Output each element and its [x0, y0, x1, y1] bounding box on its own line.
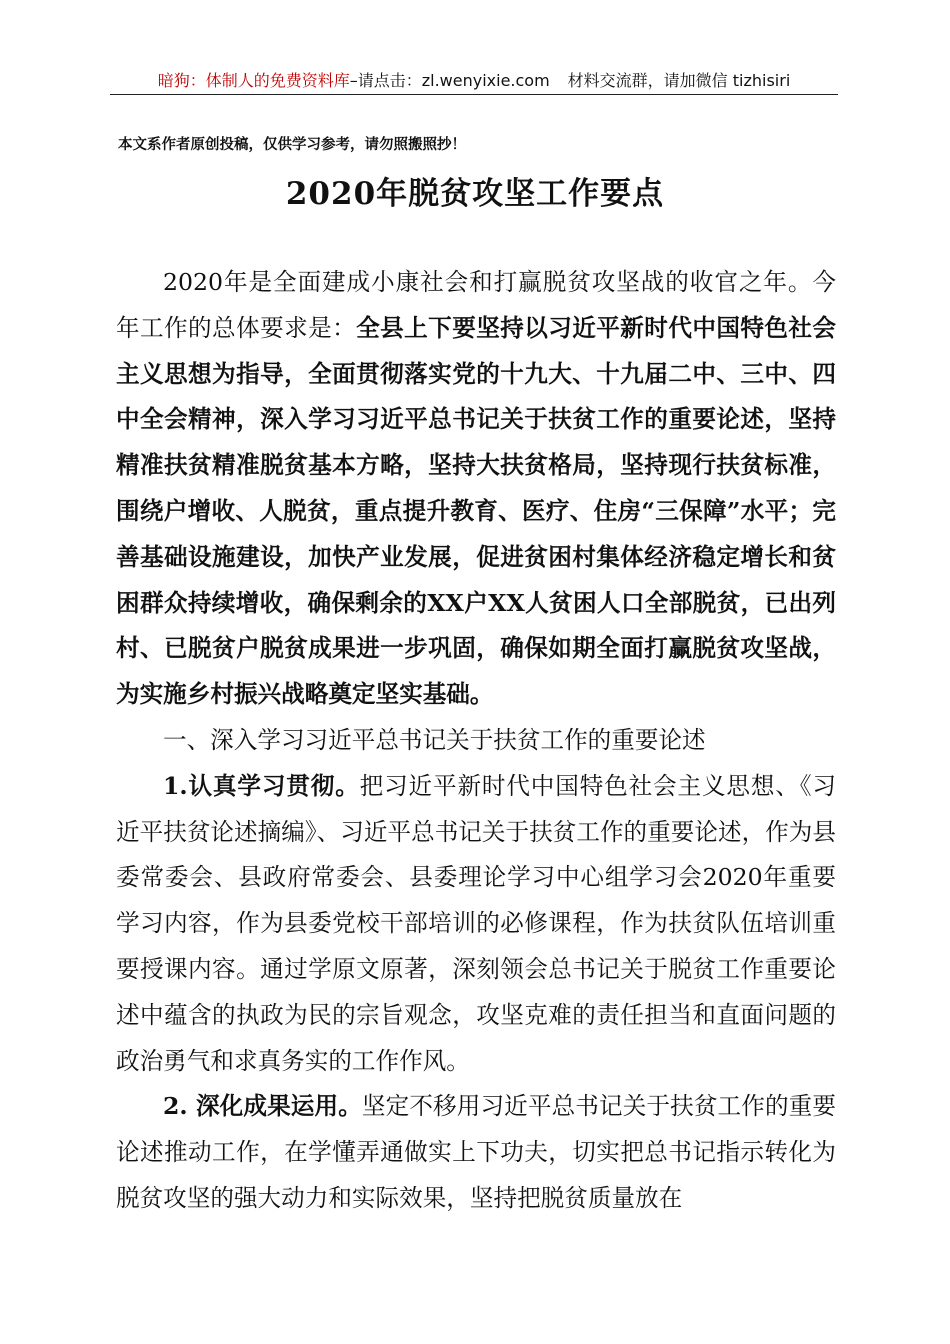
item-label: 2. 深化成果运用。	[163, 1092, 362, 1121]
header-wechat-text: 材料交流群，请加微信 tizhisiri	[567, 71, 791, 90]
intro-bold: 全县上下要坚持以习近平新时代中国特色社会主义思想为指导，全面贯彻落实党的十九大、十九届二中、三中、四中全会精神，深入学习习近平总书记关于扶贫工作的重要论述，坚持精准扶贫精准脱贫基本方略，坚持大扶贫格局，坚持现行扶贫标准，围绕户增收、人脱贫，重点提升教育、医疗、住房“三保障”水平；完善基础设施建设，加快产业发展，促进贫困村集体经济稳定增长和贫困群众持续增收，确保剩余的XX户XX人贫困人口全部脱贫，已出列村、已脱贫户脱贫成果进一步巩固，确保如期全面打赢脱贫攻坚战，为实施乡村振兴战略奠定坚实基础。	[116, 313, 836, 709]
header-link[interactable]: zl.wenyixie.com	[421, 71, 550, 90]
section-item-2	[116, 1084, 836, 1221]
item-text: 坚定不移用习近平总书记关于扶贫工作的重要论述推动工作，在学懂弄通做实上下功夫，切实把总书记指示转化为脱贫攻坚的强大动力和实际效果，坚持把脱贫质量放在	[116, 1092, 836, 1212]
section-item-1	[116, 764, 836, 1085]
intro-lead: 2020年是全面建成小康社会和打赢脱贫攻坚战的收官之年。今年工作的总体要求是：	[116, 268, 836, 342]
item-text: 把习近平新时代中国特色社会主义思想、《习近平扶贫论述摘编》、习近平总书记关于扶贫工作的重要论述，作为县委常委会、县政府常委会、县委理论学习中心组学习会2020年重要学习内容，作为县委党校干部培训的必修课程，作为扶贫队伍培训重要授课内容。通过学原文原著，深刻领会总书记关于脱贫工作重要论述中蕴含的执政为民的宗旨观念，攻坚克难的责任担当和直面问题的政治勇气和求真务实的工作作风。	[116, 771, 836, 1075]
intro-paragraph	[116, 260, 836, 718]
document-title: 2020年脱贫攻坚工作要点	[285, 176, 665, 212]
item-label: 1.认真学习贯彻。	[163, 771, 360, 800]
header-link-prefix: –请点击：	[349, 71, 422, 90]
document-body	[116, 260, 836, 1222]
header-brand-text: 暗狗：体制人的免费资料库	[157, 71, 350, 90]
page-header	[110, 68, 838, 94]
header-divider	[110, 94, 838, 95]
author-notice: 本文系作者原创投稿，仅供学习参考，请勿照搬照抄！	[118, 136, 466, 153]
section-heading: 一、深入学习习近平总书记关于扶贫工作的重要论述	[163, 725, 706, 754]
